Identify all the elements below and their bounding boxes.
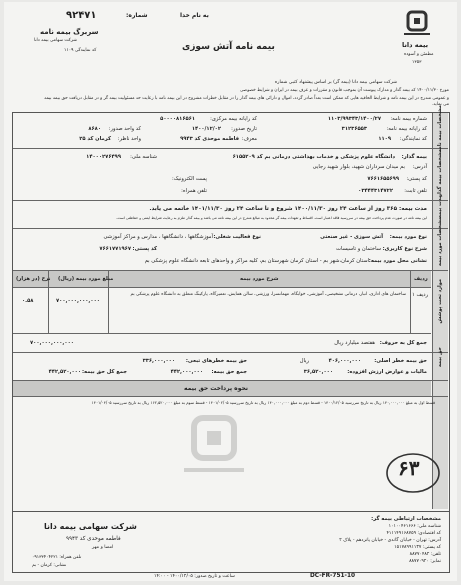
document-title: بیمه نامه آتش سوزی bbox=[182, 42, 275, 52]
policy-code-label: کد رایانه بیمه نامه: bbox=[386, 126, 427, 132]
section-label-policy: مشخصات بیمه نامه bbox=[437, 105, 443, 153]
form-code: DC-FR-751-10 bbox=[310, 573, 356, 579]
national-id-label: شناسه ملی: bbox=[130, 154, 157, 160]
footer-left-phone: تلفن همراه: ۰۹۱۳۳۴۰۴۲۲۱ bbox=[32, 555, 82, 560]
doc-number-label: شماره: bbox=[126, 12, 148, 19]
insured-postal-label: کد پستی: bbox=[406, 176, 427, 182]
items-col-amount: مبلغ مورد بیمه (ریال) bbox=[58, 276, 114, 282]
usage: ساختمان و تاسیسات bbox=[336, 246, 381, 252]
insured-name: دانشگاه علوم پزشکی و خدمات بهداشتی درمانی بم کد ۶۱۵۵۲۰۹ bbox=[232, 154, 395, 160]
insured-phone: ۰۳۴۴۴۳۱۴۷۲۲ bbox=[358, 188, 393, 194]
policy-document bbox=[4, 2, 457, 581]
section-label-insured: مشخصات بیمه گذار bbox=[437, 149, 443, 197]
base-premium-unit: ریال bbox=[299, 358, 309, 364]
extra-premium: ۳۳۶,۰۰۰,۰۰۰ bbox=[142, 358, 175, 364]
section-label-term: مدت بیمه bbox=[437, 195, 443, 219]
issuer-unit-label: واحد ناظر: bbox=[117, 136, 141, 142]
issuer-letterhead: سربرگ بیمه نامه bbox=[40, 28, 99, 36]
base-premium: ۴۰۶,۰۰۰,۰۰۰ bbox=[328, 358, 361, 364]
insured-name-label: بیمه گذار: bbox=[401, 154, 427, 160]
policy-code: ۳۱۲۳۶۵۵۳ bbox=[341, 126, 367, 132]
item-rate: ۰.۵۸ bbox=[22, 298, 34, 304]
contact-line-3: آدرس: تهران - خیابان گاندی - خیابان پانزدهم - پلاک ۲ bbox=[339, 538, 441, 543]
item-description: ساختمان های اداری، انبار، درمانی تشخیصی، آموزشی، خوابگاه، مهمانسرا، ورزشی، سالن همایش، تعمیرگاه، پارکینگ متعلق به دانشگاه علوم پزشکی بم bbox=[130, 292, 406, 297]
activity-label: نوع فعالیت شغلی: bbox=[213, 234, 261, 240]
insured-mobile-label: تلفن همراه: bbox=[181, 188, 207, 194]
tax-label: مالیات و عوارض ارزش افزوده: bbox=[347, 369, 427, 375]
location-postal: ۷۶۶۱۷۷۱۹۶۷ bbox=[99, 246, 131, 252]
section-label-premium: حق بیمه bbox=[437, 347, 443, 368]
dana-watermark-logo bbox=[164, 412, 264, 492]
introducer: فاطمه موحدی کد ۹۹۴۳ bbox=[180, 136, 239, 142]
insured-phone-label: تلفن ثابت: bbox=[404, 188, 427, 194]
insured-email-label: پست الکترونیک: bbox=[171, 176, 207, 182]
intro-line-1: شرکت سهامی بیمه دانا (بیمه گر) بر اساس پیشنهاد کتبی شماره bbox=[274, 80, 397, 85]
total-words: هفتصد میلیارد ریال bbox=[334, 340, 375, 346]
usage-label: شرح نوع کاربری: bbox=[382, 246, 427, 252]
term-text: مدت بیمه: ۳۶۵ روز از ساعت ۲۴ روز ۱۴۰۰/۱۱/۳۰ شروع و تا ساعت ۲۴ روز ۱۴۰۱/۱۱/۳۰ خاتمه می یابد. bbox=[149, 206, 427, 212]
section-label-items: موارد تحت پوشش bbox=[437, 279, 443, 324]
intro-line-1b: مورخ ۱۴۰۰/۱۱/۳۰ که بیمه گذار و مدارک پیوست آن بموجب قانون و مقررات و عرف بیمه در ایران و شرایط خصوصی bbox=[239, 88, 449, 93]
item-index: ردیف ۱ bbox=[412, 292, 429, 298]
agent-label: کد نمایندگی: bbox=[399, 136, 427, 142]
items-col-index: ردیف bbox=[414, 276, 428, 282]
insured-postal: ۷۶۶۱۶۵۵۶۹۹ bbox=[367, 176, 399, 182]
items-col-rate: نرخ (در هزار) bbox=[16, 276, 51, 282]
branch-label: کد واحد صدور: bbox=[108, 126, 141, 132]
central-code-label: کد رایانه بیمه مرکزی: bbox=[210, 116, 257, 122]
contact-line-2: کد اقتصادی: ۴۱۱۱۴۹۱۶۸۷۵۹ bbox=[386, 531, 441, 536]
section-label-subject: مشخصات مورد بیمه bbox=[437, 217, 443, 267]
issue-date-label: تاریخ صدور: bbox=[231, 126, 257, 132]
contact-line-4: کد پستی: ۱۵۱۷۸۹۹۱۱۳۷ bbox=[394, 545, 441, 550]
contact-line-5: تلفن: ۸۸۷۷۰۴۸۲ bbox=[409, 552, 441, 557]
insurance-type: آتش سوزی - غیر صنعتی bbox=[320, 234, 383, 240]
extra-premium-label: حق بیمه خطرهای تبعی: bbox=[185, 358, 247, 364]
grand-premium: ۴۴۲,۵۲۰,۰۰۰ bbox=[48, 369, 81, 375]
policy-no: ۱۱۰۳/۹۹۳۴۳/۱۴۰۰/۲۷ bbox=[327, 116, 381, 122]
items-col-desc: شرح مورد بیمه bbox=[240, 276, 279, 282]
total-words-label: جمع کل به حروف: bbox=[379, 340, 427, 346]
slogan: مطمئن و آسوده bbox=[404, 52, 434, 57]
tax-amount: ۳۶,۵۲۰,۰۰۰ bbox=[303, 369, 333, 375]
branch-code: ۸۶۸۰ bbox=[88, 126, 101, 132]
payment-text: قسط اول به مبلغ ۱۴۰,۰۰۰,۰۰۰ ریال به تاریخ سررسید ۱۴۰۰/۱۲/۰۵ - قسط دوم به مبلغ ۱۴۰,۰۰۰,۰۰۰ ریال به تاریخ سررسید ۱۴۰۱/۰۲/۰۵ - قسط سوم به مبلغ ۱۶۲,۵۲۰,۰۰۰ ریال به تاریخ سررسید ۱۴۰۱/۰۴/۰۵ bbox=[91, 400, 435, 405]
doc-number: ۹۲۴۷۱ bbox=[66, 10, 97, 21]
founding-year: ۱۳۵۳ bbox=[412, 60, 422, 65]
term-note: این بیمه نامه در صورت عدم پرداخت حق بیمه در سررسید فاقد اعتبار است. اقساط و تعهدات بیمه گر محدود به مبالغ مندرج در این بیمه نامه می باشد و بیمه گذار ملزم به رعایت شرایط ایمنی و حفاظتی است. bbox=[116, 216, 427, 220]
base-premium-label: حق بیمه خطر اصلی: bbox=[374, 358, 427, 364]
premium-sum: ۴۴۲,۰۰۰,۰۰۰ bbox=[170, 369, 203, 375]
item-amount: ۷۰۰,۰۰۰,۰۰۰,۰۰۰ bbox=[56, 298, 100, 304]
agent-code: ۱۱۰۹ bbox=[378, 136, 391, 142]
issuer-line: شرکت سهامی بیمه دانا bbox=[34, 38, 77, 43]
premium-sum-label: جمع حق بیمه: bbox=[211, 369, 247, 375]
central-code: ۵۰۰۰۰۸۱۶۵۶۱ bbox=[160, 116, 195, 122]
total-amount: ۷۰۰,۰۰۰,۰۰۰,۰۰۰ bbox=[30, 340, 74, 346]
insured-address: بم میدان سرداران شهید، بلوار شهید رجایی bbox=[312, 164, 405, 170]
footer-left-address: نشانی: کرمان - بم bbox=[32, 563, 67, 568]
location-postal-label: کد پستی: bbox=[132, 246, 157, 252]
footer-rep: فاطمه موحدی کد ۹۹۴۳ bbox=[66, 536, 121, 542]
grand-premium-label: جمع کل حق بیمه: bbox=[81, 369, 127, 375]
national-id: ۱۴۰۰۰۲۷۶۴۹۹ bbox=[86, 154, 121, 160]
issuer-unit: کرمان کد ۲۵ bbox=[79, 136, 111, 142]
issuer-code: کد نمایندگی ۱۱۰۹ bbox=[64, 48, 97, 53]
handwritten-number: ۶۳ bbox=[398, 456, 420, 480]
issue-date: ۱۴۰۰/۱۲/۰۲ bbox=[191, 126, 221, 132]
footer-company-title: شرکت سهامی بیمه دانا bbox=[44, 522, 137, 531]
location-address-label: نشانی محل مورد بیمه: bbox=[368, 258, 427, 264]
payment-title: نحوه پرداخت حق بیمه bbox=[184, 385, 249, 392]
policy-no-label: شماره بیمه نامه: bbox=[390, 116, 427, 122]
intro-line-2: و عمومی مندرج در این بیمه نامه و شرایط الحاقیه هایی که ممکن است بعداً صادر گردد، اموال و دارائی های بیمه گذار را در مقابل خطرات مشروح در این بیمه نامه با رعایت حد مسئولیت بیمه گر و در مقابل دریافت حق بیمه بیمه می نماید. bbox=[44, 96, 449, 107]
activity: آموزشگاهها ، دانشگاهها ، مدارس و مراکز آموزشی bbox=[103, 234, 213, 240]
footer-sign-label: امضا و مهر bbox=[92, 545, 114, 550]
insured-address-label: آدرس: bbox=[412, 164, 427, 170]
contact-line-1: شناسه ملی: ۱۰۱۰۰۴۶۱۶۶۶ bbox=[388, 524, 441, 529]
contact-line-6: نمابر: ۸۸۷۷۰۹۲۰ bbox=[409, 559, 441, 564]
named-label: به نام خدا bbox=[180, 12, 209, 19]
company-short-name: بیمه دانا bbox=[402, 41, 429, 49]
location-address: استان کرمان،شهر بم - استان کرمان شهرستان بم، کلیه مراکز و واحدهای تابعه دانشگاه علوم پزشکی بم bbox=[144, 258, 369, 264]
insurance-type-label: نوع مورد بیمه: bbox=[389, 234, 427, 240]
introducer-label: معرف: bbox=[241, 136, 257, 142]
issue-timestamp: ساعت و تاریخ صدور: ۱۴۰۰/۱۲/۰۵ - ۱۴:۰۰ bbox=[154, 574, 235, 579]
contact-title: مشخصات ارتباطی بیمه گر: bbox=[371, 516, 441, 522]
